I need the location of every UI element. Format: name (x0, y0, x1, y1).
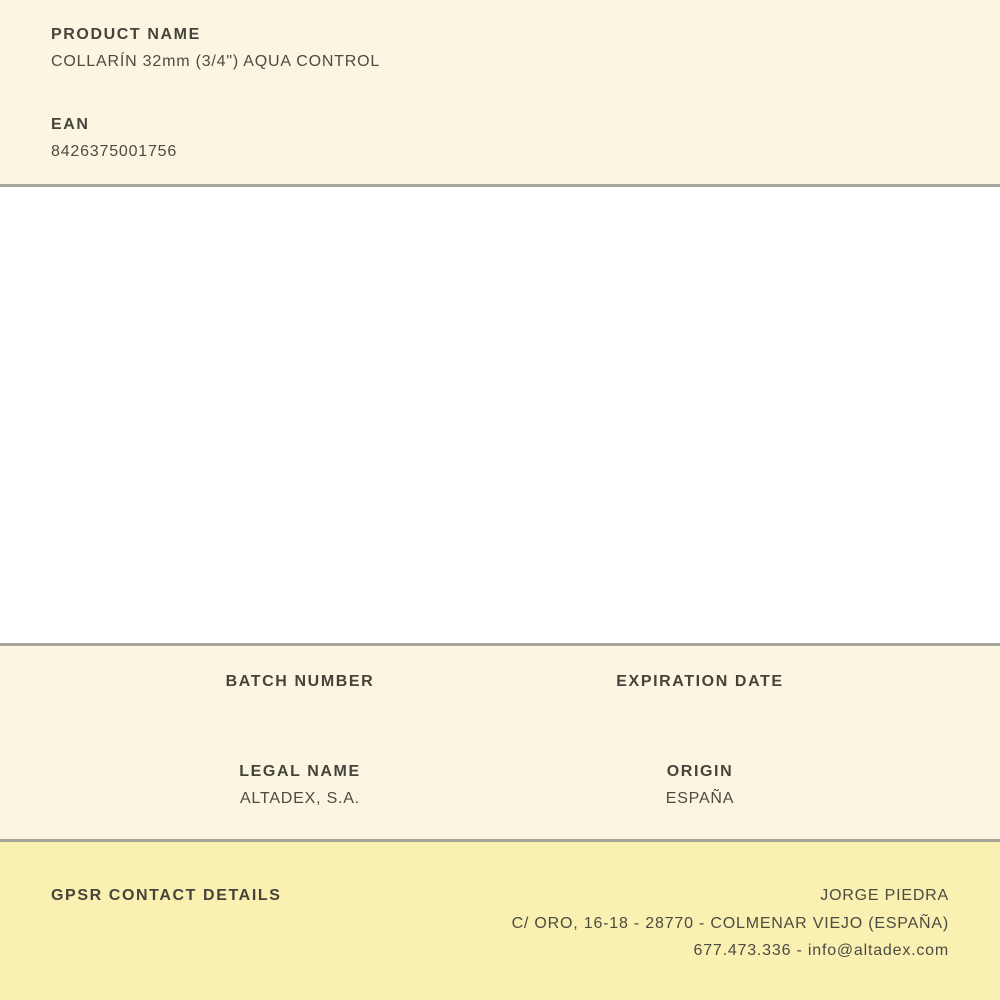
origin-field (500, 758, 900, 812)
expiration-date-value (500, 695, 900, 722)
gpsr-contact-section (0, 842, 1000, 1000)
origin-label: ORIGIN (666, 763, 734, 780)
gpsr-contact-title: GPSR CONTACT DETAILS (51, 887, 282, 904)
ean-label: EAN (51, 116, 90, 133)
expiration-date-field (500, 668, 900, 722)
product-header-section (0, 0, 1000, 184)
product-name-value: COLLARÍN 32mm (3/4") AQUA CONTROL (51, 53, 381, 70)
expiration-date-label: EXPIRATION DATE (616, 673, 784, 690)
gpsr-contact-address: C/ ORO, 16-18 - 28770 - COLMENAR VIEJO (ESPAÑA) (511, 914, 949, 932)
details-row-legal-origin (100, 758, 900, 812)
legal-name-label: LEGAL NAME (239, 763, 361, 780)
legal-name-value: ALTADEX, S.A. (239, 790, 361, 807)
ean-field (51, 111, 949, 165)
ean-value: 8426375001756 (51, 143, 178, 160)
product-name-field (51, 21, 949, 75)
details-grid (100, 668, 900, 812)
content-placeholder-area (0, 187, 1000, 643)
product-name-label: PRODUCT NAME (51, 26, 201, 43)
gpsr-contact-name: JORGE PIEDRA (820, 887, 949, 904)
batch-number-field (100, 668, 500, 722)
batch-number-value (100, 695, 500, 722)
details-row-batch-expiration (100, 668, 900, 722)
origin-value: ESPAÑA (665, 790, 735, 807)
batch-number-label: BATCH NUMBER (225, 673, 375, 690)
legal-name-field (100, 758, 500, 812)
gpsr-contact-details (512, 882, 949, 965)
details-section (0, 646, 1000, 839)
gpsr-contact-phone-email: 677.473.336 - info@altadex.com (693, 942, 949, 959)
